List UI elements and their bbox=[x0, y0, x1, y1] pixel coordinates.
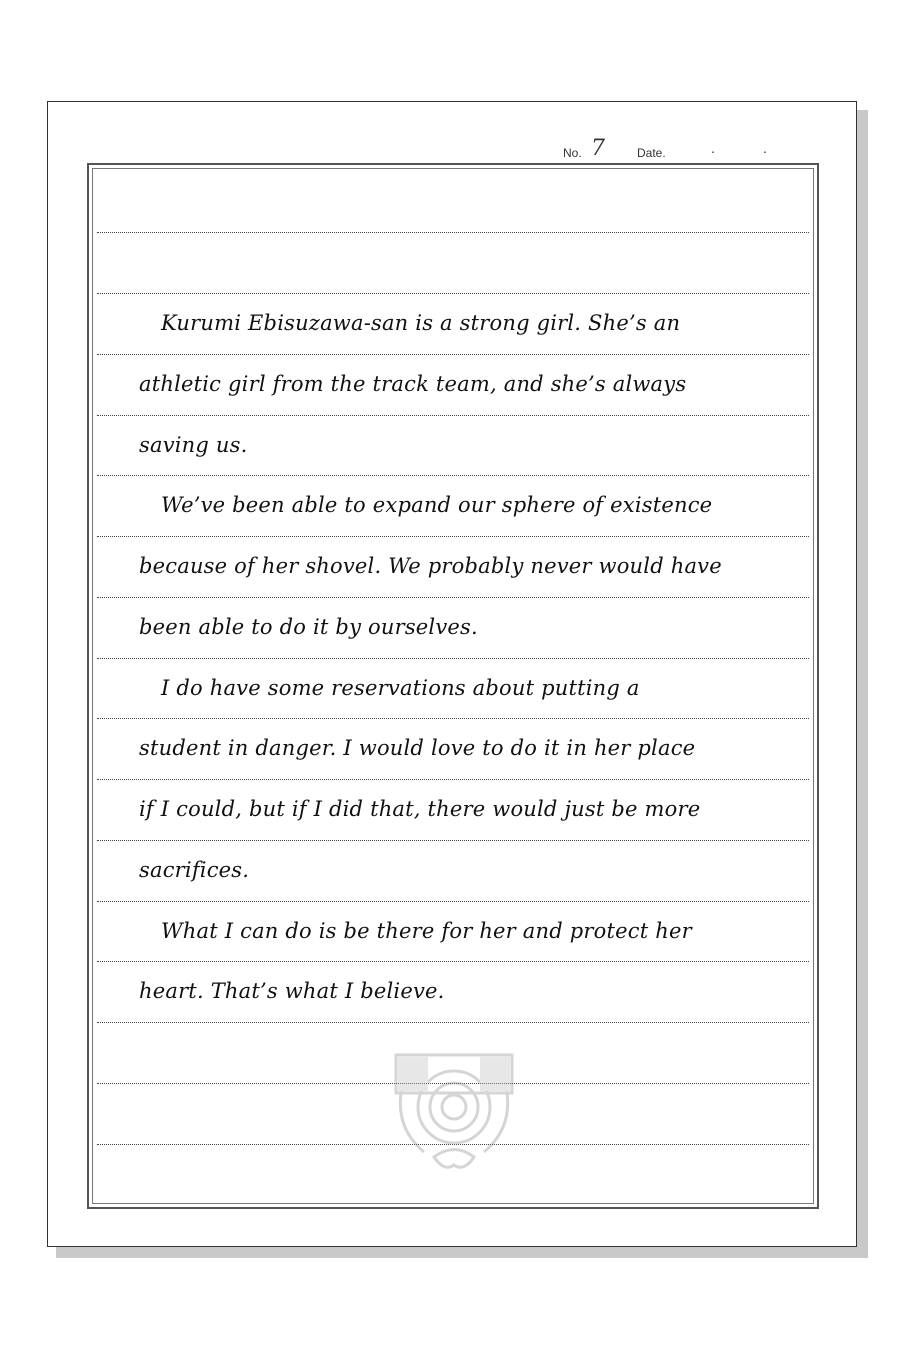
ruled-line bbox=[97, 779, 809, 780]
ruled-line bbox=[97, 718, 809, 719]
journal-line: I do have some reservations about putting a bbox=[161, 676, 640, 700]
ruled-line bbox=[97, 597, 809, 598]
journal-line: because of her shovel. We probably never would have bbox=[139, 554, 722, 578]
ruled-line bbox=[97, 415, 809, 416]
ruled-line bbox=[97, 1022, 809, 1023]
number-label: No. bbox=[563, 146, 582, 160]
ruled-line bbox=[97, 475, 809, 476]
journal-line: student in danger. I would love to do it in her place bbox=[139, 736, 696, 760]
ruled-line bbox=[97, 658, 809, 659]
ruled-line bbox=[97, 354, 809, 355]
school-crest-icon bbox=[384, 1047, 524, 1177]
ruled-line bbox=[97, 293, 809, 294]
journal-line: if I could, but if I did that, there would just be more bbox=[139, 797, 701, 821]
date-separator: . bbox=[763, 140, 767, 156]
ruled-line bbox=[97, 232, 809, 233]
journal-line: heart. That’s what I believe. bbox=[139, 979, 445, 1003]
journal-page bbox=[47, 101, 857, 1247]
ruled-line bbox=[97, 901, 809, 902]
journal-line: athletic girl from the track team, and she’s always bbox=[139, 372, 687, 396]
journal-line: Kurumi Ebisuzawa-san is a strong girl. She’s an bbox=[161, 311, 681, 335]
journal-line: What I can do is be there for her and protect her bbox=[161, 919, 692, 943]
journal-line: sacrifices. bbox=[139, 858, 250, 882]
page-number: 7 bbox=[591, 136, 605, 161]
ruled-line bbox=[97, 536, 809, 537]
journal-line: saving us. bbox=[139, 433, 248, 457]
date-label: Date. bbox=[637, 146, 666, 160]
journal-line: We’ve been able to expand our sphere of existence bbox=[161, 493, 713, 517]
ruled-line bbox=[97, 840, 809, 841]
date-separator: . bbox=[711, 140, 715, 156]
journal-line: been able to do it by ourselves. bbox=[139, 615, 478, 639]
ruled-line bbox=[97, 961, 809, 962]
